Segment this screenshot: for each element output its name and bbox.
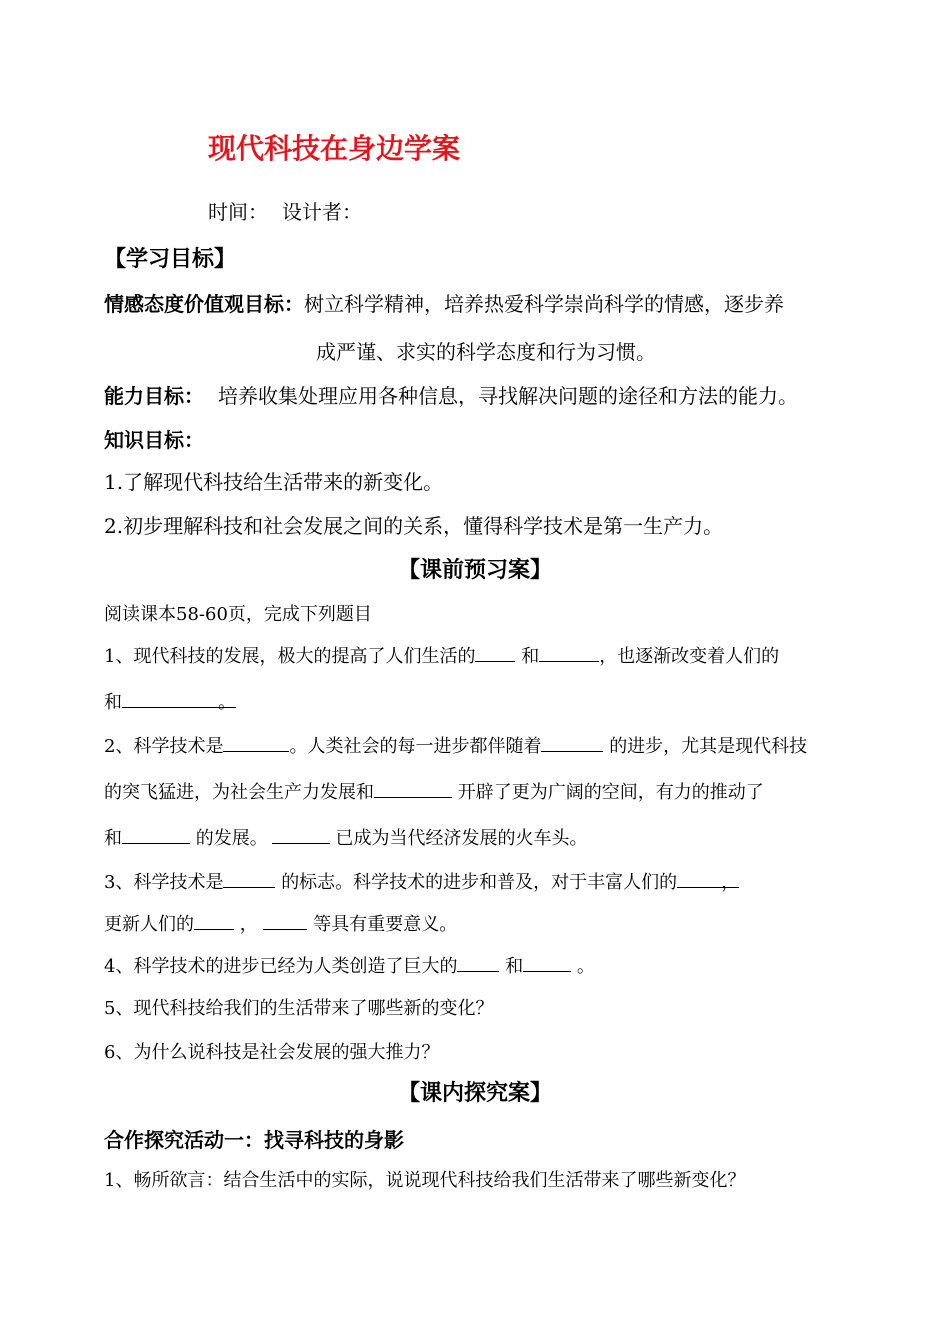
emotion-goal-text-cont: 成严谨、求实的科学态度和行为习惯。 [316,340,656,364]
q3-blank-1[interactable] [223,868,275,888]
question-5: 5、现代科技给我们的生活带来了哪些新的变化？ [104,998,494,1019]
q2-text-b: 。人类社会的每一进步都伴随着 [289,736,542,757]
learning-goals-heading: 【学习目标】 [104,247,237,272]
q2-blank-5[interactable] [272,824,330,844]
ability-goal-text: 培养收集处理应用各种信息，寻找解决问题的途径和方法的能力。 [218,384,798,408]
q2-blank-2[interactable] [541,732,603,752]
q1-text-e: 。 [218,688,236,708]
q3-text-b: 的标志。科学技术的进步和普及，对于丰富人们的 [281,872,678,893]
question-2-line2 [104,778,764,804]
q2-text-h: 已成为当代经济发展的火车头。 [335,828,588,849]
q2-text-a: 2、科学技术是 [104,736,224,757]
q1-text-b: 和 [521,646,540,667]
question-1-line1 [104,642,779,668]
question-4 [104,952,595,978]
meta-line [208,196,362,225]
q3-text-c: ， [721,872,740,894]
preview-heading: 【课前预习案】 [397,558,552,583]
question-2-line1 [104,732,807,758]
designer-label: 设计者： [282,200,362,224]
q1-text-a: 1、现代科技的发展，极大的提高了人们生活的 [104,646,476,667]
q4-blank-2[interactable] [523,952,571,972]
inclass-heading: 【课内探究案】 [397,1081,552,1106]
q3-blank-3[interactable] [194,910,234,930]
q4-text-a: 4、科学技术的进步已经为人类创造了巨大的 [104,956,458,977]
q2-blank-4[interactable] [122,824,190,844]
ability-goal-label: 能力目标： [104,384,204,408]
q2-text-d: 的突飞猛进，为社会生产力发展和 [104,782,374,803]
question-6: 6、为什么说科技是社会发展的强大推力？ [104,1042,440,1063]
q4-text-b: 和 [505,956,524,977]
q2-blank-1[interactable] [223,732,289,752]
question-3-line1 [104,868,739,894]
q4-blank-1[interactable] [457,952,499,972]
q2-text-g: 的发展。 [195,828,268,849]
emotion-goal-text: 树立科学精神，培养热爱科学崇尚科学的情感，逐步养 [304,292,784,316]
q2-text-e: 开辟了更为广阔的空间，有力的推动了 [457,782,764,803]
q1-blank-2[interactable] [539,642,599,662]
preview-intro: 阅读课本58-60页，完成下列题目 [104,604,372,625]
q1-blank-3[interactable] [122,688,218,708]
question-1-line2 [104,688,236,714]
activity-1-item-1: 1、畅所欲言：结合生活中的实际，说说现代科技给我们生活带来了哪些新变化？ [104,1170,746,1191]
q1-blank-1[interactable] [475,642,515,662]
q3-text-d: 更新人们的 [104,914,194,935]
question-3-line2 [104,910,457,936]
q3-blank-2[interactable] [677,868,740,894]
q3-blank-4[interactable] [263,910,307,930]
q2-text-f: 和 [104,828,122,849]
q2-text-c: 的进步，尤其是现代科技 [609,736,808,757]
q1-text-d: 和 [104,692,122,713]
time-label: 时间： [208,200,268,224]
q1-text-c: ，也逐渐改变着人们的 [599,646,780,667]
knowledge-goal-1: 1.了解现代科技给生活带来的新变化。 [104,470,444,494]
ability-goal-line [104,380,798,409]
knowledge-goal-2: 2.初步理解科技和社会发展之间的关系，懂得科学技术是第一生产力。 [104,514,724,538]
question-2-line3 [104,824,587,850]
q3-text-a: 3、科学技术是 [104,872,224,893]
q2-blank-3[interactable] [374,778,452,798]
emotion-goal-label: 情感态度价值观目标： [104,292,304,316]
q3-text-f: 等具有重要意义。 [313,914,458,935]
activity-1-title: 合作探究活动一：找寻科技的身影 [104,1128,404,1152]
document-title: 现代科技在身边学案 [208,132,461,165]
q4-text-c: 。 [576,956,595,977]
knowledge-goal-label: 知识目标： [104,428,204,452]
q3-text-e: ， [239,914,258,935]
emotion-goal-line [104,288,784,317]
